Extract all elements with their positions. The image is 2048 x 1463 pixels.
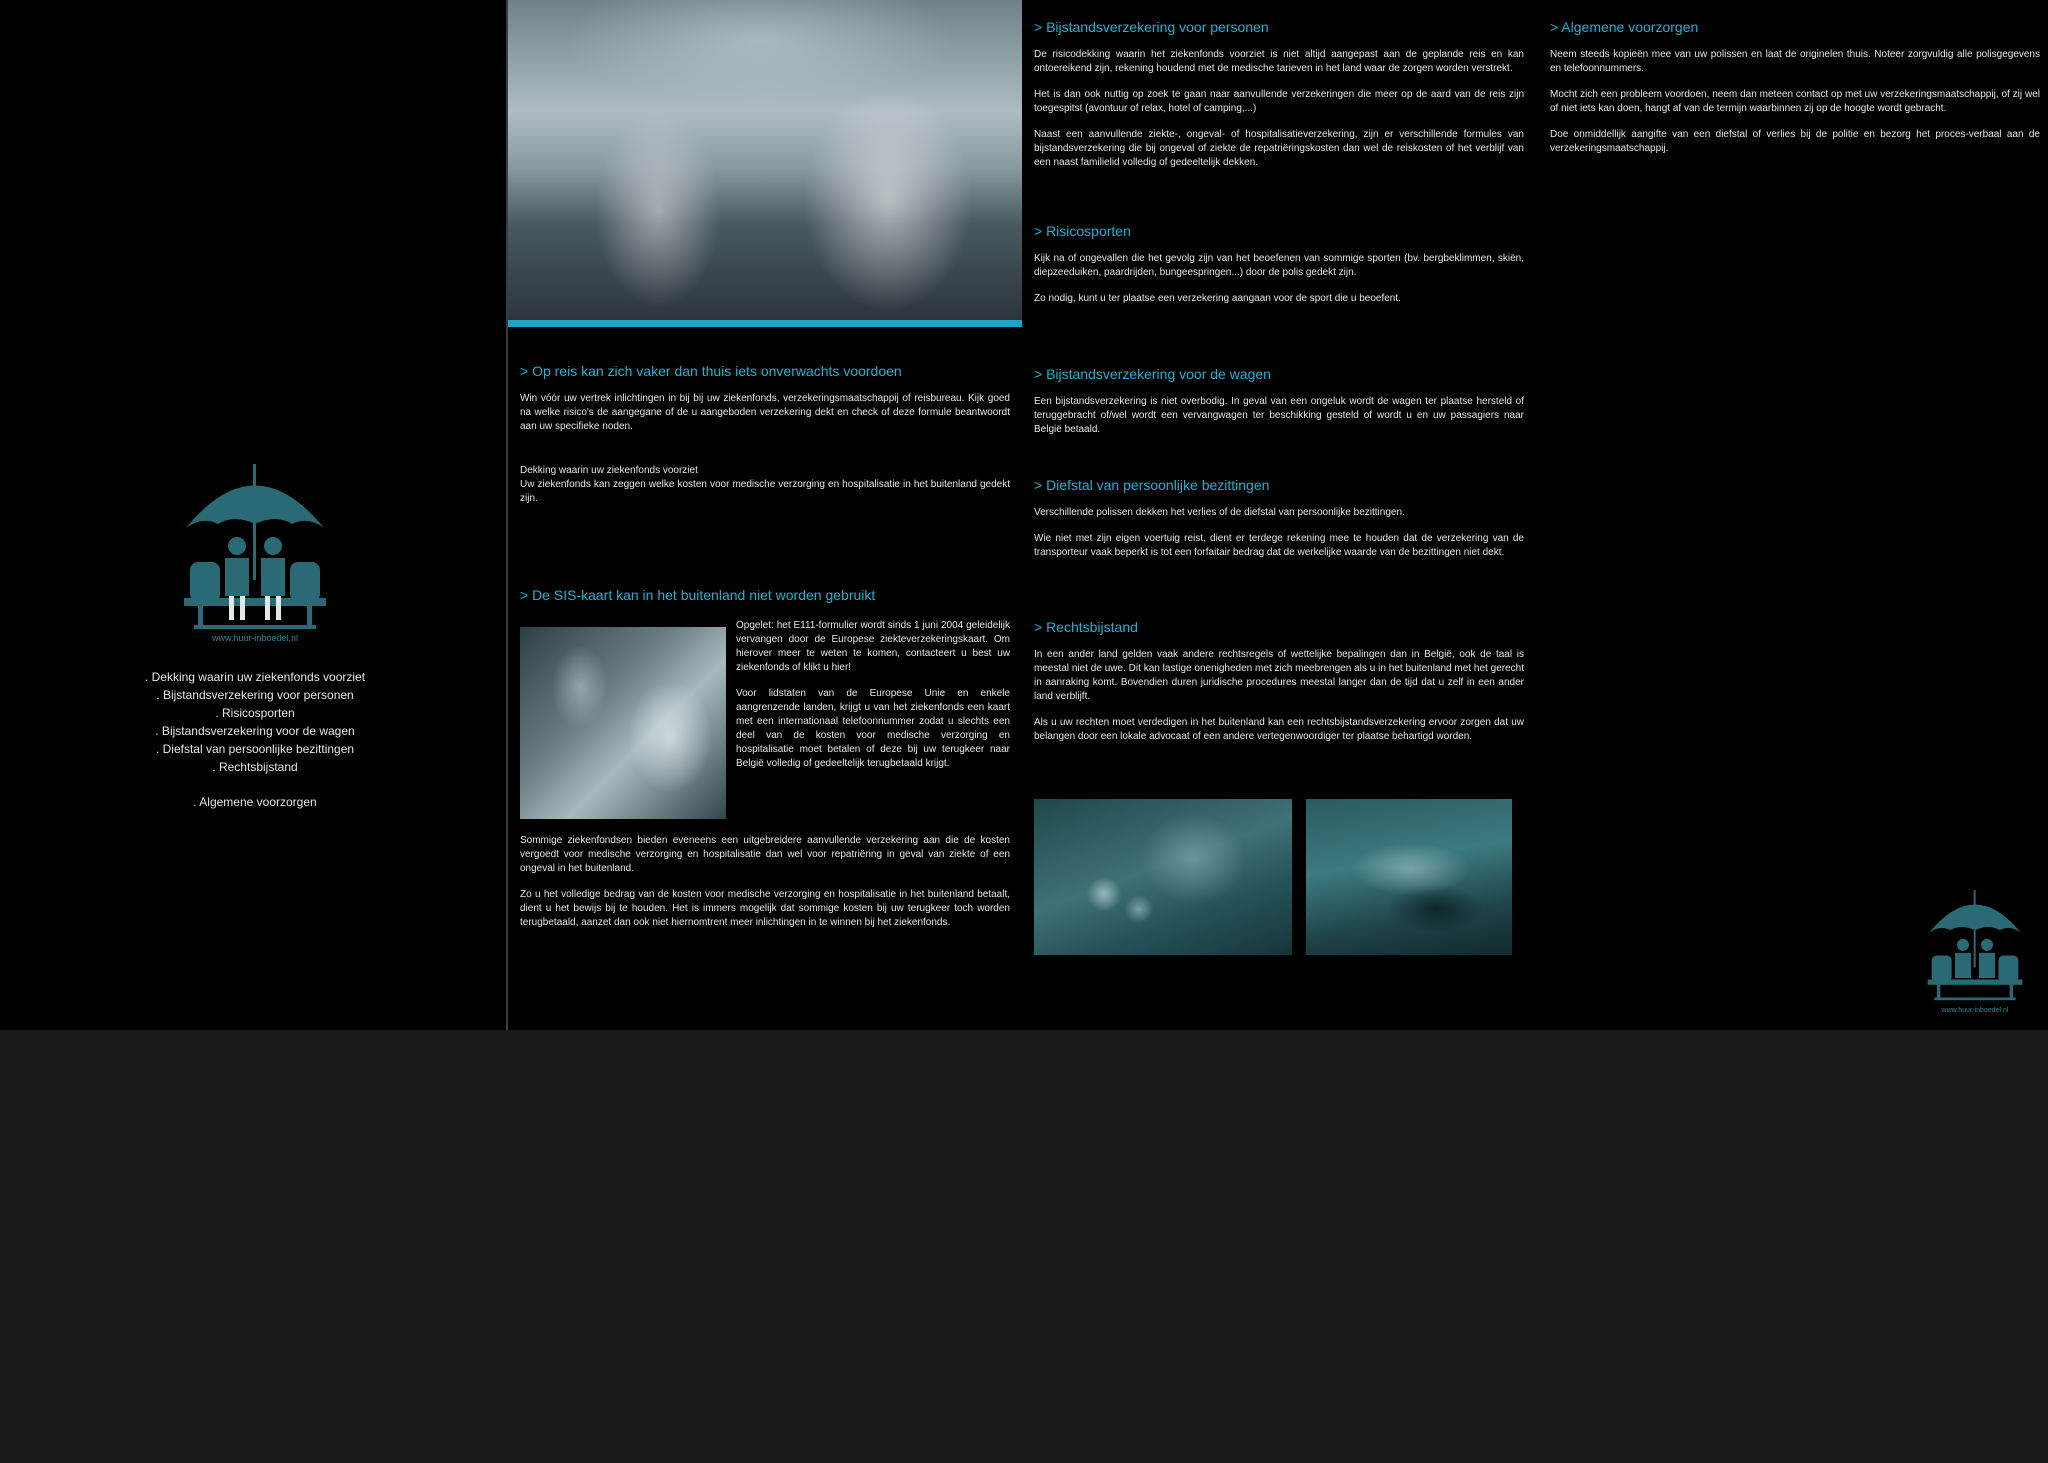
paragraph: Verschillende polissen dekken het verlies of de diefstal van persoonlijke bezittingen. (1034, 507, 1405, 518)
column-2 (1034, 18, 1524, 170)
left-menu-item[interactable]: . Rechtsbijstand (212, 760, 298, 774)
paragraph: Kijk na of ongevallen die het gevolg zijn van het beoefenen van sommige sporten (bv. bergbeklimmen, skiën, diepzeeduiken, paardrijden, bungeespringen...) door de polis gedekt zijn. (1034, 253, 1524, 278)
paragraph: Naast een aanvullende ziekte-, ongeval- of hospitalisatieverzekering, zijn er verschillende formules van bijstandsverzekering die bij ongeval of ziekte de repatriëringskosten dan wel de reiskosten of het verblijf van een naast familielid volledig of gedeeltelijk dekken. (1034, 129, 1524, 168)
section-heading: > Bijstandsverzekering voor de wagen (1034, 366, 1271, 382)
paragraph: Dekking waarin uw ziekenfonds voorziet (520, 465, 698, 476)
left-menu (100, 668, 410, 811)
umbrella-logo-icon (180, 458, 330, 648)
family-beach-photo (508, 0, 1022, 320)
column-1-sis (520, 586, 1010, 604)
paragraph: Een bijstandsverzekering is niet overbodig. In geval van een ongeluk wordt de wagen ter plaatse hersteld of teruggebracht of/wel wordt een vervangwagen ter beschikking gesteld of wordt u en uw passagiers naar België betaald. (1034, 396, 1524, 435)
section-heading: > Bijstandsverzekering voor personen (1034, 19, 1269, 35)
logo-caption-small: www.huur-inboedel.nl (1941, 1007, 2009, 1014)
umbrella-logo-small-icon (1925, 886, 2025, 1013)
left-menu-item[interactable]: . Bijstandsverzekering voor de wagen (155, 724, 355, 738)
column-1 (520, 362, 1010, 506)
paragraph: Uw ziekenfonds kan zeggen welke kosten voor medische verzorging en hospitalisatie in het buitenland gedekt zijn. (520, 479, 1010, 504)
tomato-market-photo (1034, 799, 1292, 955)
column-2-risk (1034, 222, 1524, 306)
paragraph: Mocht zich een probleem voordoen, neem dan meteen contact op met uw verzekeringsmaatschappij, of zij wel of niet iets kan doen, hangt af van de termijn waarbinnen zij op de hoogte wordt gebracht. (1550, 89, 2040, 114)
hero-accent-bar (508, 320, 1022, 327)
car-photo (1306, 799, 1512, 955)
paragraph: Het is dan ook nuttig op zoek te gaan naar aanvullende verzekeringen die meer op de aard van de reis zijn toegespitst (avontuur of relax, hotel of camping,...) (1034, 89, 1524, 114)
paragraph: De risicodekking waarin het ziekenfonds voorziet is niet altijd aangepast aan de geplande reis en kan ontoereikend zijn, rekening houdend met de medische tarieven in het land waar de zorgen worden verstrekt. (1034, 49, 1524, 74)
section-heading: > Algemene voorzorgen (1550, 19, 1699, 35)
paragraph: Doe onmiddellijk aangifte van een diefstal of verlies bij de politie en bezorg het proces-verbaal aan de verzekeringsmaatschappij. (1550, 129, 2040, 154)
column-2-theft (1034, 476, 1524, 560)
paragraph: In een ander land gelden vaak andere rechtsregels of wettelijke bepalingen dan in België, ook de taal is meestal niet de uwe. Dit kan lastige onenigheden met zich meebrengen als u in het buitenland met het gerecht in aanraking komt. Bovendien duren juridische procedures meestal langer dan de tijd dat u zelf in een ander land verblijft. (1034, 649, 1524, 702)
paragraph: Wie niet met zijn eigen voertuig reist, dient er terdege rekening mee te houden dat de verzekering van de transporteur vaak beperkt is tot een forfaitair bedrag dat de werkelijke waarde van de bezittingen niet dekt. (1034, 533, 1524, 558)
paragraph: Voor lidstaten van de Europese Unie en enkele aangrenzende landen, krijgt u van het ziekenfonds een kaart met een internationaal telefoonnummer zodat u slechts een deel van de kosten voor medische verzorging en hospitalisatie moet betalen of deze bij uw terugkeer naar België volledig of gedeeltelijk terugbetaald krijgt. (736, 688, 1010, 769)
logo-caption: www.huur-inboedel.nl (211, 633, 299, 643)
left-menu-item[interactable]: . Bijstandsverzekering voor personen (156, 688, 354, 702)
paragraph: Zo nodig, kunt u ter plaatse een verzekering aangaan voor de sport die u beoefent. (1034, 293, 1401, 304)
section-heading: > De SIS-kaart kan in het buitenland niet worden gebruikt (520, 587, 876, 603)
left-menu-item[interactable]: . Dekking waarin uw ziekenfonds voorziet (144, 670, 366, 684)
paragraph: Opgelet: het E111-formulier wordt sinds 1 juni 2004 geleidelijk vervangen door de Europese ziekteverzekeringskaart. Om hierover meer te weten te komen, contacteert u best uw ziekenfonds of klikt u hier! (736, 620, 1010, 673)
column-3 (1550, 18, 2040, 156)
paragraph: Als u uw rechten moet verdedigen in het buitenland kan een rechtsbijstandsverzekering ervoor zorgen dat uw belangen door een lokale advocaat of een andere vertegenwoordiger ter plaatse behartigd worden. (1034, 717, 1524, 742)
section-heading: > Diefstal van persoonlijke bezittingen (1034, 477, 1270, 493)
left-menu-item[interactable]: . Risicosporten (215, 706, 295, 720)
column-2-car (1034, 365, 1524, 437)
section-heading: > Risicosporten (1034, 223, 1131, 239)
paragraph: Zo u het volledige bedrag van de kosten voor medische verzorging en hospitalisatie in het buitenland betaalt, dient u het bewijs bij te houden. Het is immers mogelijk dat sommige kosten bij uw terugkeer toch worden terugbetaald, aanzet dan ook niet hiernomtrent meer inlichtingen in te winnen bij het ziekenfonds. (520, 889, 1010, 928)
paragraph: Win vóór uw vertrek inlichtingen in bij bij uw ziekenfonds, verzekeringsmaatschappij of reisbureau. Kijk goed na welke risico's de aangegane of de u aangeboden verzekering dekt en check of deze formule beantwoordt aan uw specifieke noden. (520, 393, 1010, 432)
section-heading: > Rechtsbijstand (1034, 619, 1138, 635)
left-menu-item[interactable]: . Algemene voorzorgen (193, 795, 317, 809)
doctor-blood-pressure-photo (520, 627, 726, 819)
column-1-sis-side (736, 619, 1010, 771)
paragraph: Neem steeds kopieën mee van uw polissen en laat de originelen thuis. Noteer zorgvuldig alle polisgegevens en telefoonnummers. (1550, 49, 2040, 74)
column-1-sis-body (520, 834, 1010, 930)
paragraph: Sommige ziekenfondsen bieden eveneens een uitgebreidere aanvullende verzekering aan die de kosten vergoedt voor medische verzorging en hospitalisatie dan wel voor repatriëring in geval van ziekte of een ongeval in het buitenland. (520, 835, 1010, 874)
left-menu-item[interactable]: . Diefstal van persoonlijke bezittingen (155, 742, 355, 756)
column-2-legal (1034, 618, 1524, 744)
section-heading: > Op reis kan zich vaker dan thuis iets onverwachts voordoen (520, 363, 902, 379)
